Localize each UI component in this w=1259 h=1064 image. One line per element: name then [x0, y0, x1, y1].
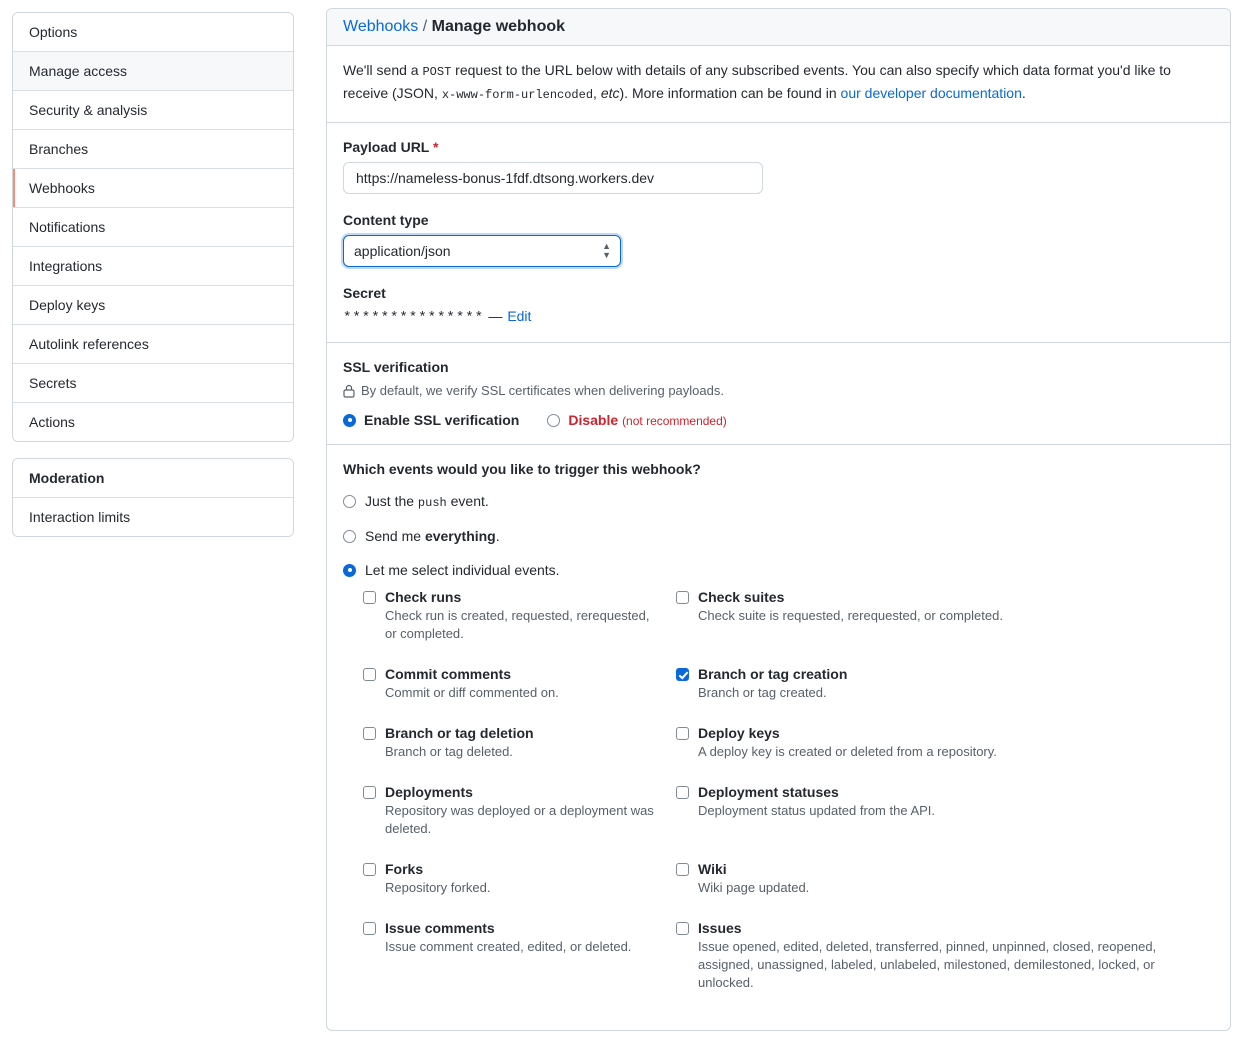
event-deployment-statuses-title: Deployment statuses — [698, 784, 839, 800]
sidebar-item-integrations[interactable] — [13, 247, 293, 286]
sidebar-primary-card — [12, 12, 294, 442]
event-deployments[interactable] — [363, 783, 676, 838]
event-issues-title: Issues — [698, 920, 742, 936]
content-type-label: Content type — [343, 212, 429, 228]
events-question: Which events would you like to trigger this webhook? — [343, 461, 701, 477]
event-forks-title: Forks — [385, 861, 424, 877]
payload-url-label-text: Payload URL — [343, 139, 430, 155]
ssl-note — [343, 383, 1214, 398]
event-check-runs-checkbox[interactable] — [363, 591, 376, 604]
event-check-runs-title: Check runs — [385, 589, 462, 605]
breadcrumb-separator: / — [422, 18, 428, 35]
event-deployment-statuses-checkbox[interactable] — [676, 786, 689, 799]
event-issue-comments[interactable] — [363, 919, 676, 992]
intro-text — [327, 46, 1230, 123]
ssl-disable-label — [568, 412, 726, 428]
sidebar-item-label: Actions — [29, 414, 75, 430]
sidebar-moderation-card — [12, 458, 294, 537]
event-deploy-keys-title: Deploy keys — [698, 725, 780, 741]
sidebar-item-manage-access[interactable] — [13, 52, 293, 91]
event-commit-comments-title: Commit comments — [385, 666, 512, 682]
settings-sidebar — [12, 12, 294, 553]
event-check-suites[interactable] — [676, 588, 1214, 643]
events-everything-radio[interactable] — [343, 530, 356, 543]
events-individual-radio[interactable] — [343, 564, 356, 577]
required-marker: * — [433, 139, 439, 155]
chevron-updown-icon: ▲ ▼ — [602, 241, 611, 260]
breadcrumb-parent-link[interactable]: Webhooks — [343, 18, 419, 35]
event-branch-or-tag-deletion-checkbox[interactable] — [363, 727, 376, 740]
events-everything-suffix: . — [495, 528, 500, 544]
event-deploy-keys-checkbox[interactable] — [676, 727, 689, 740]
events-everything-label — [365, 528, 500, 544]
event-branch-or-tag-creation-desc: Branch or tag created. — [698, 685, 827, 700]
ssl-disable-text: Disable — [568, 412, 619, 428]
content-type-select[interactable] — [343, 235, 621, 267]
event-checkbox-grid — [363, 588, 1214, 1014]
sidebar-moderation-header: Moderation — [13, 459, 293, 498]
event-deployments-checkbox[interactable] — [363, 786, 376, 799]
intro-code-urlencoded: x-www-form-urlencoded — [441, 88, 594, 102]
events-individual-label: Let me select individual events. — [365, 562, 560, 578]
events-everything-prefix: Send me — [365, 528, 425, 544]
intro-italic-etc: etc — [600, 85, 620, 101]
event-issue-comments-checkbox[interactable] — [363, 922, 376, 935]
ssl-enable-option[interactable] — [343, 412, 519, 428]
ssl-enable-radio[interactable] — [343, 414, 356, 427]
sidebar-item-notifications[interactable] — [13, 208, 293, 247]
events-everything-bold: everything — [424, 528, 496, 544]
event-deployments-title: Deployments — [385, 784, 473, 800]
sidebar-item-branches[interactable] — [13, 130, 293, 169]
sidebar-item-label: Autolink references — [29, 336, 149, 352]
event-branch-or-tag-creation[interactable] — [676, 665, 1214, 702]
events-option-everything[interactable] — [343, 528, 1214, 544]
sidebar-item-label: Branches — [29, 141, 89, 157]
event-branch-or-tag-deletion-desc: Branch or tag deleted. — [385, 744, 513, 759]
breadcrumb — [327, 9, 1230, 46]
ssl-enable-label: Enable SSL verification — [364, 412, 520, 428]
sidebar-item-label: Manage access — [29, 63, 128, 79]
event-commit-comments-checkbox[interactable] — [363, 668, 376, 681]
event-deployments-desc: Repository was deployed or a deployment was deleted. — [385, 803, 654, 836]
sidebar-item-label: Options — [29, 24, 78, 40]
sidebar-item-security-analysis[interactable] — [13, 91, 293, 130]
sidebar-item-autolink-references[interactable] — [13, 325, 293, 364]
sidebar-item-webhooks[interactable] — [13, 169, 293, 208]
event-check-suites-title: Check suites — [698, 589, 785, 605]
sidebar-item-label: Webhooks — [29, 180, 95, 196]
events-just-push-radio[interactable] — [343, 495, 356, 508]
event-issues[interactable] — [676, 919, 1214, 992]
event-deployment-statuses[interactable] — [676, 783, 1214, 838]
sidebar-item-deploy-keys[interactable] — [13, 286, 293, 325]
events-section — [327, 445, 1230, 1030]
event-branch-or-tag-creation-checkbox[interactable] — [676, 668, 689, 681]
event-check-suites-desc: Check suite is requested, rerequested, or completed. — [698, 608, 1003, 623]
event-branch-or-tag-deletion-title: Branch or tag deletion — [385, 725, 534, 741]
event-commit-comments-desc: Commit or diff commented on. — [385, 685, 559, 700]
event-forks-desc: Repository forked. — [385, 880, 491, 895]
event-wiki-checkbox[interactable] — [676, 863, 689, 876]
content-type-select-wrapper — [343, 235, 621, 267]
events-push-code: push — [417, 496, 447, 510]
manage-webhook-panel — [326, 8, 1231, 1031]
ssl-note-text: By default, we verify SSL certificates when delivering payloads. — [361, 383, 724, 398]
event-issue-comments-title: Issue comments — [385, 920, 495, 936]
sidebar-item-label: Notifications — [29, 219, 106, 235]
secret-value-row — [343, 308, 1214, 326]
event-issue-comments-desc: Issue comment created, edited, or deleted. — [385, 939, 632, 954]
event-branch-or-tag-creation-title: Branch or tag creation — [698, 666, 848, 682]
sidebar-item-interaction-limits[interactable] — [13, 498, 293, 536]
sidebar-item-actions[interactable] — [13, 403, 293, 441]
intro-part3: , — [593, 85, 601, 101]
breadcrumb-current: Manage webhook — [431, 18, 566, 35]
events-just-push-prefix: Just the — [365, 493, 418, 509]
ssl-disable-note: (not recommended) — [622, 414, 727, 428]
intro-part1: We'll send a — [343, 62, 423, 78]
ssl-disable-option[interactable] — [547, 412, 726, 428]
payload-url-input[interactable] — [343, 162, 763, 194]
developer-documentation-link[interactable]: our developer documentation — [840, 85, 1022, 101]
intro-part4: ). More information can be found in — [619, 85, 841, 101]
event-forks[interactable] — [363, 860, 676, 897]
event-deployment-statuses-desc: Deployment status updated from the API. — [698, 803, 936, 818]
ssl-verification-section — [327, 343, 1230, 445]
secret-edit-link[interactable]: Edit — [507, 308, 532, 324]
event-wiki[interactable] — [676, 860, 1214, 897]
ssl-radio-group — [343, 412, 1214, 428]
events-just-push-label — [365, 493, 489, 510]
events-option-individual[interactable] — [343, 562, 1214, 578]
event-check-runs[interactable] — [363, 588, 676, 643]
sidebar-item-label: Secrets — [29, 375, 77, 391]
sidebar-item-label: Interaction limits — [29, 509, 131, 525]
event-commit-comments[interactable] — [363, 665, 676, 702]
event-deploy-keys-desc: A deploy key is created or deleted from a repository. — [698, 744, 997, 759]
event-check-suites-checkbox[interactable] — [676, 591, 689, 604]
secret-dash: — — [488, 308, 503, 324]
sidebar-item-label: Security & analysis — [29, 102, 148, 118]
payload-url-label — [343, 139, 1214, 155]
event-check-runs-desc: Check run is created, requested, rerequested, or completed. — [385, 608, 650, 641]
sidebar-item-label: Integrations — [29, 258, 103, 274]
webhook-settings-section — [327, 123, 1230, 343]
secret-masked-value: *************** — [343, 310, 485, 326]
sidebar-item-options[interactable] — [13, 13, 293, 52]
event-issues-checkbox[interactable] — [676, 922, 689, 935]
event-forks-checkbox[interactable] — [363, 863, 376, 876]
event-wiki-title: Wiki — [698, 861, 727, 877]
event-wiki-desc: Wiki page updated. — [698, 880, 810, 895]
ssl-verification-label: SSL verification — [343, 359, 449, 375]
intro-part2: request to the URL below with details of any subscribed events. You can also specify which data format you'd like to receive (JSON, — [343, 62, 1171, 101]
event-deploy-keys[interactable] — [676, 724, 1214, 761]
events-option-just-push[interactable] — [343, 493, 1214, 510]
event-branch-or-tag-deletion[interactable] — [363, 724, 676, 761]
ssl-disable-radio[interactable] — [547, 414, 560, 427]
sidebar-item-secrets[interactable] — [13, 364, 293, 403]
sidebar-item-label: Deploy keys — [29, 297, 106, 313]
lock-icon — [343, 384, 355, 398]
intro-code-post: POST — [422, 65, 452, 79]
events-just-push-suffix: event. — [446, 493, 489, 509]
event-issues-desc: Issue opened, edited, deleted, transferred, pinned, unpinned, closed, reopened, assigned, unassigned, labeled, unlabeled, milestoned, demilestoned, locked, or unlocked. — [698, 939, 1157, 990]
secret-label: Secret — [343, 285, 386, 301]
intro-part5: . — [1021, 85, 1026, 101]
